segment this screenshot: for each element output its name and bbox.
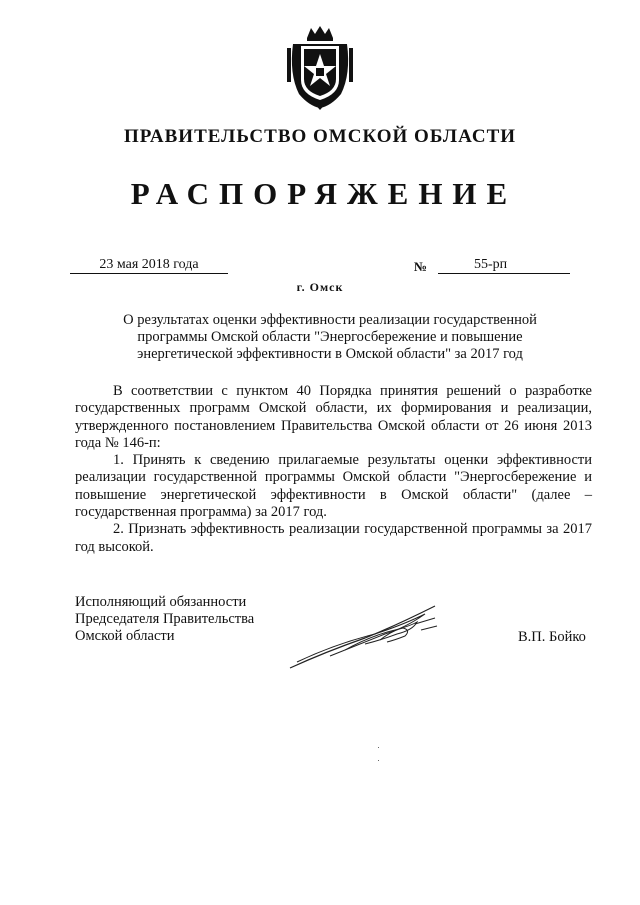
body-paragraph: 1. Принять к сведению прилагаемые результаты оценки эффективности реализации государственной программы Омской области "Энергосбережение и повышение энергетической эффективности в Омской области" (далее – государственная программа) за 2017 год. <box>75 452 592 521</box>
handwritten-signature <box>285 600 445 675</box>
scan-speck <box>378 747 379 748</box>
body-paragraph: В соответствии с пунктом 40 Порядка принятия решений о разработке государственных программ Омской области, их формирования и реализации, утвержденного постановлением Правительства Омской области от 26 июня 2013 года № 146-п: <box>75 383 592 451</box>
coat-of-arms-icon <box>285 24 355 110</box>
city: г. Омск <box>296 280 344 294</box>
organization-title: ПРАВИТЕЛЬСТВО ОМСКОЙ ОБЛАСТИ <box>123 126 517 147</box>
signatory-line: Председателя Правительства <box>75 611 255 627</box>
number-label: № <box>414 259 428 274</box>
signatory-name: В.П. Бойко <box>518 629 586 645</box>
scan-speck <box>378 760 379 761</box>
document-body <box>75 383 592 556</box>
signatory-line: Омской области <box>75 628 175 644</box>
document-type-title: РАСПОРЯЖЕНИЕ <box>130 176 518 211</box>
signatory-title <box>75 594 254 645</box>
document-number: 55-рп <box>438 257 570 274</box>
body-paragraph: 2. Признать эффективность реализации государственной программы за 2017 год высокой. <box>75 521 592 555</box>
document-date: 23 мая 2018 года <box>70 257 228 274</box>
signatory-line: Исполняющий обязанности <box>75 594 247 610</box>
document-subject: О результатах оценки эффективности реализации государственной программы Омской области "Энергосбережение и повышение энергетической эффективности в Омской области" за 2017 год <box>123 312 537 362</box>
